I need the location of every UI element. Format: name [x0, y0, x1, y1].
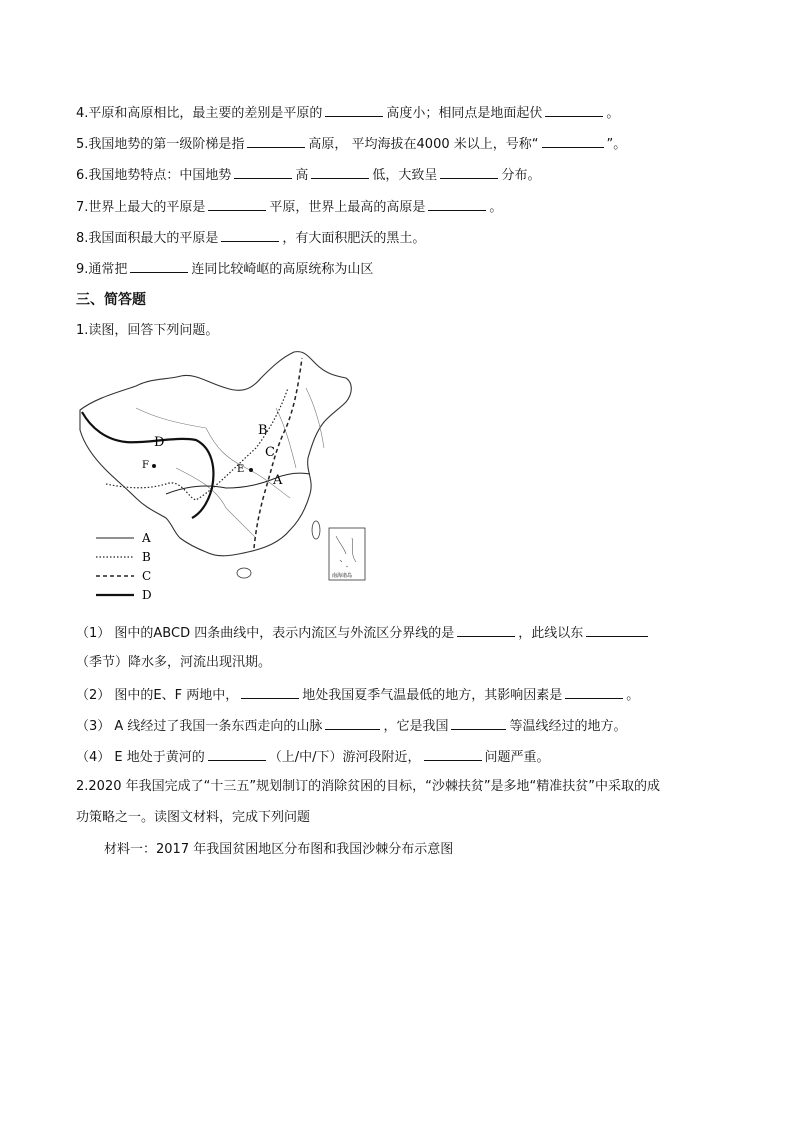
label-e: E — [237, 464, 245, 475]
line-c — [254, 358, 302, 548]
answer-blank[interactable] — [428, 196, 486, 211]
answer-blank[interactable] — [208, 746, 266, 761]
question-4: 4.平原和高原相比，最主要的差别是平原的 高度小；相同点是地面起伏 。 — [76, 102, 619, 124]
question-5: 5.我国地势的第一级阶梯是指 高原， 平均海拔在4000 米以上，号称“ ”。 — [76, 133, 626, 155]
answer-blank[interactable] — [451, 715, 506, 730]
answer-blank[interactable] — [545, 102, 603, 117]
answer-blank[interactable] — [208, 196, 266, 211]
answer-blank[interactable] — [457, 622, 515, 637]
answer-blank[interactable] — [247, 133, 305, 148]
answer-blank[interactable] — [424, 746, 482, 761]
legend-d-label: D — [142, 588, 152, 602]
answer-blank[interactable] — [221, 227, 279, 242]
legend-a-label: A — [142, 531, 151, 545]
china-map-figure — [76, 348, 376, 608]
label-d: D — [154, 435, 165, 450]
answer-blank[interactable] — [565, 684, 623, 699]
inset-label: 南海诸岛 — [332, 573, 353, 579]
question-9: 9.通常把 连同比较崎岖的高原统称为山区 — [76, 258, 373, 280]
label-b: B — [258, 423, 268, 438]
question-2-line-1: 2.2020 年我国完成了“十三五”规划制订的消除贫困的目标，“沙棘扶贫”是多地“精准扶贫”中采取的成 — [76, 779, 661, 794]
point-f — [152, 464, 156, 468]
material-1-caption: 材料一：2017 年我国贫困地区分布图和我国沙棘分布示意图 — [104, 842, 454, 857]
legend-c-label: C — [142, 569, 152, 583]
label-a: A — [273, 473, 283, 488]
line-a — [166, 473, 310, 494]
q1-part-1-cont: （季节）降水多，河流出现汛期。 — [76, 655, 272, 670]
label-c: C — [265, 445, 275, 460]
q1-part-1: （1） 图中的ABCD 四条曲线中，表示内流区与外流区分界线的是 ，此线以东 — [76, 622, 651, 644]
answer-blank[interactable] — [325, 715, 380, 730]
answer-blank[interactable] — [440, 164, 498, 179]
label-f: F — [142, 460, 149, 471]
answer-blank[interactable] — [234, 164, 292, 179]
question-1-intro: 1.读图，回答下列问题。 — [76, 323, 219, 338]
q1-part-2: （2） 图中的E、F 两地中， 地处我国夏季气温最低的地方，其影响因素是 。 — [76, 684, 639, 706]
point-e — [249, 468, 253, 472]
answer-blank[interactable] — [586, 622, 648, 637]
question-2-line-2: 功策略之一。读图文材料，完成下列问题 — [76, 810, 311, 825]
q1-part-4: （4） E 地处于黄河的 （上/中/下）游河段附近， 问题严重。 — [76, 746, 550, 768]
section-title: 三、简答题 — [76, 292, 146, 308]
question-8: 8.我国面积最大的平原是 ，有大面积肥沃的黑土。 — [76, 227, 425, 249]
map-legend — [96, 531, 152, 602]
answer-blank[interactable] — [241, 684, 299, 699]
question-7: 7.世界上最大的平原是 平原，世界上最高的高原是 。 — [76, 196, 502, 218]
question-6: 6.我国地势特点：中国地势 高 低，大致呈 分布。 — [76, 164, 540, 186]
q1-part-3: （3） A 线经过了我国一条东西走向的山脉 ，它是我国 等温线经过的地方。 — [76, 715, 626, 737]
answer-blank[interactable] — [542, 133, 604, 148]
china-outline — [80, 352, 351, 556]
answer-blank[interactable] — [130, 258, 188, 273]
answer-blank[interactable] — [311, 164, 369, 179]
legend-b-label: B — [142, 550, 151, 564]
answer-blank[interactable] — [325, 102, 383, 117]
